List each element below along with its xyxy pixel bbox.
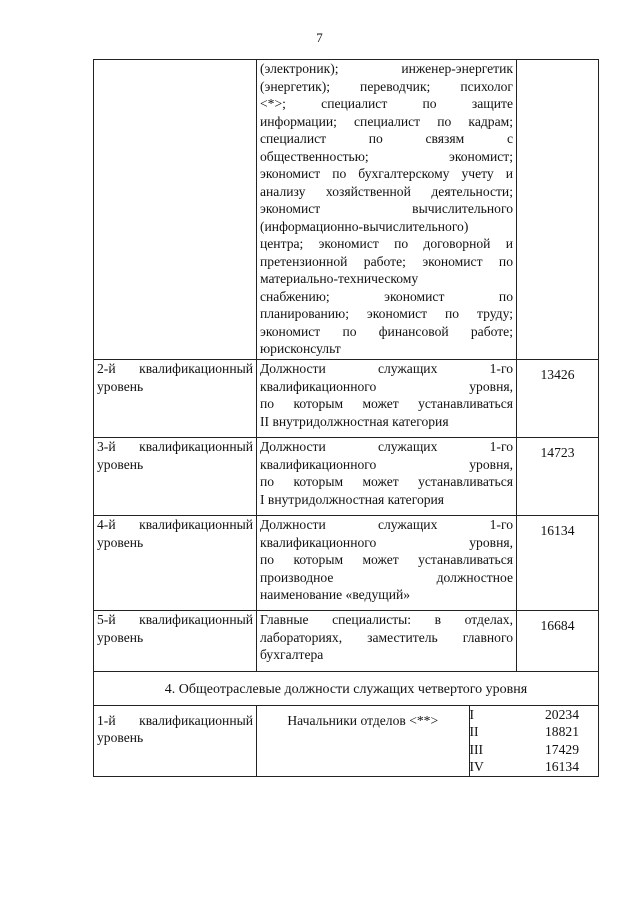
table-row (94, 516, 599, 611)
position-line: Должности служащих 1-го (260, 517, 513, 532)
position-line: анализу хозяйственной деятельности; (260, 183, 513, 199)
position-line: Должности служащих 1-го (260, 439, 513, 454)
position-line: юрисконсульт (260, 341, 341, 356)
category-amount: 17429 (545, 741, 579, 757)
position-line: планированию; экономист по труду; (260, 306, 513, 321)
category-label: III (469, 741, 484, 757)
position-line: претензионной работе; экономист по (260, 253, 513, 269)
position-line: по которым может устанавливаться (260, 396, 513, 411)
position-title: Начальники отделов <**> (257, 706, 469, 776)
amount-cell: 16134 (517, 516, 599, 611)
category-amount: 16134 (545, 759, 579, 774)
level-line: 4-й квалификационный (97, 517, 253, 532)
position-line: общественностью; экономист; (260, 148, 513, 164)
position-line: <*>; специалист по защите (260, 96, 513, 111)
category-table (257, 706, 598, 776)
amount-cell: 16684 (517, 611, 599, 672)
level-line: 3-й квалификационный (97, 439, 253, 454)
position-line: по которым может устанавливаться (260, 552, 513, 567)
position-line: производное должностное (260, 569, 513, 585)
level-cell (94, 60, 257, 360)
table-row (94, 438, 599, 516)
level-line: уровень (97, 534, 144, 550)
position-cell (257, 516, 517, 611)
level-line: уровень (97, 629, 144, 645)
position-block (257, 705, 599, 776)
amount-cell: 13426 (517, 360, 599, 438)
table-row (94, 611, 599, 672)
amount-cell (517, 60, 599, 360)
position-line: II внутридолжностная категория (260, 413, 449, 429)
position-cell (257, 360, 517, 438)
position-line: снабжению; экономист по (260, 288, 513, 304)
salary-table (93, 59, 599, 777)
position-line: экономист по финансовой работе; (260, 323, 513, 339)
position-line: экономист вычислительного (260, 201, 513, 216)
position-cell (257, 611, 517, 672)
position-line: I внутридолжностная категория (260, 491, 445, 507)
level-cell (94, 611, 257, 672)
section-row (94, 672, 599, 706)
level-line: 2-й квалификационный (97, 361, 253, 376)
position-line: Должности служащих 1-го (260, 361, 513, 376)
table-row (94, 360, 599, 438)
level-line: 5-й квалификационный (97, 612, 253, 627)
position-line: (информационно-вычислительного) (260, 218, 469, 234)
amount-cell: 14723 (517, 438, 599, 516)
category-amount: 20234 (545, 706, 579, 722)
category-label: II (469, 724, 479, 739)
position-line: по которым может устанавливаться (260, 474, 513, 489)
position-line: центра; экономист по договорной и (260, 236, 513, 251)
category-label: IV (469, 759, 484, 774)
page-number: 7 (316, 30, 323, 45)
position-line: квалификационного уровня, (260, 534, 513, 550)
position-line: бухгалтера (260, 647, 324, 662)
table-row (94, 705, 599, 776)
section-title: 4. Общеотраслевые должности служащих четвертого уровня (94, 672, 599, 706)
level-line: уровень (97, 378, 144, 394)
level-cell (94, 360, 257, 438)
level-line: 1-й квалификационный (97, 712, 253, 728)
level-cell (94, 438, 257, 516)
position-line: материально-техническому (260, 271, 419, 286)
category-label: I (469, 706, 475, 722)
position-line: (энергетик); переводчик; психолог (260, 78, 513, 94)
position-line: квалификационного уровня, (260, 456, 513, 472)
position-line: Главные специалисты: в отделах, (260, 612, 513, 627)
level-line: уровень (97, 730, 144, 745)
position-line: экономист по бухгалтерскому учету и (260, 166, 513, 181)
table-row (94, 60, 599, 360)
category-amount: 18821 (545, 724, 579, 739)
position-line: лабораториях, заместитель главного (260, 629, 513, 645)
level-line: уровень (97, 456, 144, 472)
position-line: информации; специалист по кадрам; (260, 113, 513, 129)
position-line: специалист по связям с (260, 131, 513, 146)
position-line: наименование «ведущий» (260, 587, 411, 602)
position-cell (257, 60, 517, 360)
position-cell (257, 438, 517, 516)
position-line: (электроник); инженер-энергетик (260, 61, 513, 76)
position-line: квалификационного уровня, (260, 378, 513, 394)
level-cell (94, 705, 257, 776)
level-cell (94, 516, 257, 611)
